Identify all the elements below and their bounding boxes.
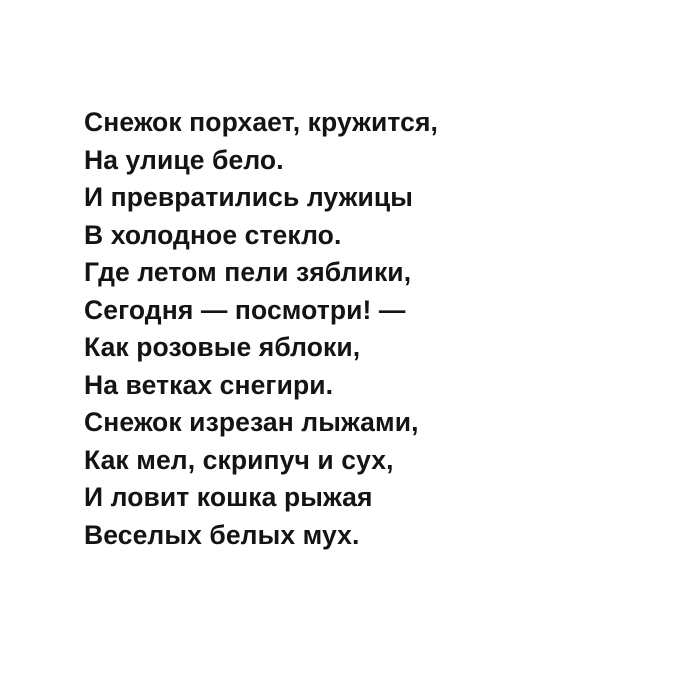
poem-text-block bbox=[84, 104, 624, 554]
poem-line: Веселых белых мух. bbox=[84, 519, 360, 550]
poem-line: Как мел, скрипуч и сух, bbox=[84, 444, 394, 475]
poem-line: Как розовые яблоки, bbox=[84, 332, 361, 362]
poem-line: И ловит кошка рыжая bbox=[84, 482, 373, 512]
poem-line: На ветках снегири. bbox=[84, 369, 334, 400]
poem-line: Сегодня — посмотри! — bbox=[84, 294, 406, 325]
poem-line: Снежок изрезан лыжами, bbox=[84, 407, 419, 437]
poem-line: Снежок порхает, кружится, bbox=[84, 107, 439, 137]
poem-line: На улице бело. bbox=[84, 144, 284, 175]
poem-line: Где летом пели зяблики, bbox=[84, 257, 412, 287]
poem-line: И превратились лужицы bbox=[84, 182, 413, 212]
poem-line: В холодное стекло. bbox=[84, 219, 342, 250]
